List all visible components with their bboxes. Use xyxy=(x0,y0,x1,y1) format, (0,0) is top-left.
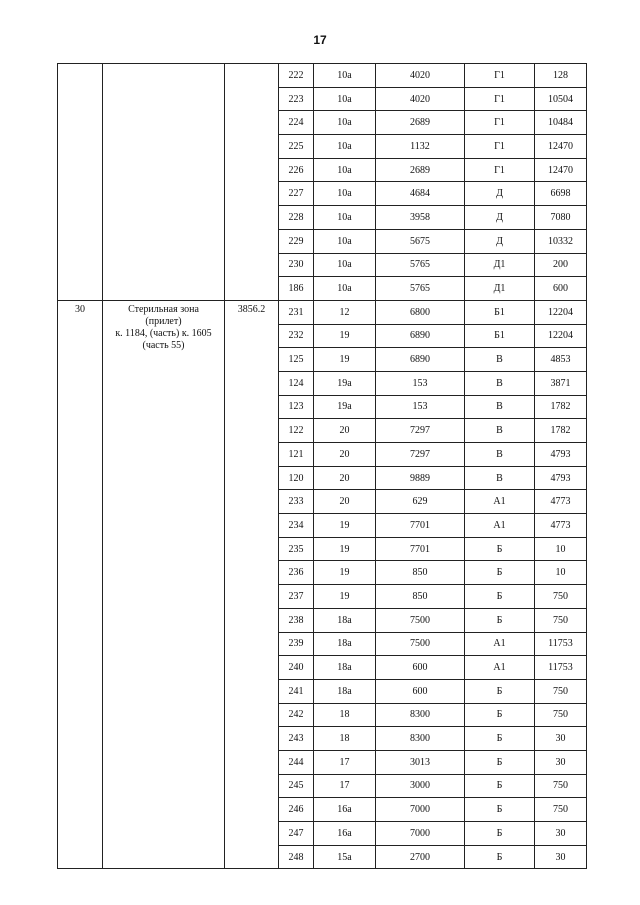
cell-point-number: 124 xyxy=(279,371,314,395)
cell-segment: 20 xyxy=(314,443,376,467)
cell-point-number: 239 xyxy=(279,632,314,656)
cell-zone: А1 xyxy=(465,490,535,514)
cell-point-number: 186 xyxy=(279,277,314,301)
cell-zone: В xyxy=(465,348,535,372)
cell-value: 750 xyxy=(535,585,587,609)
cell-distance: 2689 xyxy=(376,158,465,182)
cell-zone: Б xyxy=(465,703,535,727)
cell-zone: Б xyxy=(465,561,535,585)
cell-value: 3871 xyxy=(535,371,587,395)
cell-value: 30 xyxy=(535,750,587,774)
cell-zone: Д1 xyxy=(465,253,535,277)
cell-zone: А1 xyxy=(465,514,535,538)
cell-value: 750 xyxy=(535,608,587,632)
cell-distance: 6890 xyxy=(376,324,465,348)
cell-distance: 6800 xyxy=(376,300,465,324)
cell-point-number: 235 xyxy=(279,537,314,561)
table-row xyxy=(58,300,587,324)
cell-value: 10332 xyxy=(535,229,587,253)
cell-segment: 15а xyxy=(314,845,376,869)
cell-distance: 4020 xyxy=(376,87,465,111)
cell-point-number: 247 xyxy=(279,822,314,846)
cell-distance: 7000 xyxy=(376,822,465,846)
cell-distance: 7500 xyxy=(376,632,465,656)
cell-value: 11753 xyxy=(535,656,587,680)
cell-value: 30 xyxy=(535,822,587,846)
cell-value: 4853 xyxy=(535,348,587,372)
cell-segment: 19 xyxy=(314,537,376,561)
cell-value: 10 xyxy=(535,561,587,585)
cell-point-number: 233 xyxy=(279,490,314,514)
cell-distance: 1132 xyxy=(376,135,465,159)
cell-zone: Б xyxy=(465,822,535,846)
cell-segment: 19 xyxy=(314,348,376,372)
group-name xyxy=(103,64,225,301)
cell-point-number: 245 xyxy=(279,774,314,798)
cell-segment: 10а xyxy=(314,253,376,277)
cell-segment: 17 xyxy=(314,750,376,774)
group-number: 30 xyxy=(58,300,103,869)
cell-zone: Б1 xyxy=(465,300,535,324)
cell-distance: 7297 xyxy=(376,419,465,443)
cell-segment: 19 xyxy=(314,324,376,348)
cell-value: 750 xyxy=(535,774,587,798)
cell-zone: Д xyxy=(465,229,535,253)
cell-point-number: 234 xyxy=(279,514,314,538)
cell-value: 750 xyxy=(535,703,587,727)
cell-point-number: 231 xyxy=(279,300,314,324)
cell-value: 12204 xyxy=(535,300,587,324)
cell-value: 4793 xyxy=(535,466,587,490)
cell-distance: 153 xyxy=(376,395,465,419)
cell-zone: Б xyxy=(465,845,535,869)
cell-distance: 850 xyxy=(376,561,465,585)
cell-distance: 7500 xyxy=(376,608,465,632)
cell-zone: В xyxy=(465,419,535,443)
cell-point-number: 226 xyxy=(279,158,314,182)
cell-segment: 18а xyxy=(314,679,376,703)
cell-distance: 9889 xyxy=(376,466,465,490)
cell-zone: Д1 xyxy=(465,277,535,301)
cell-point-number: 244 xyxy=(279,750,314,774)
cell-distance: 8300 xyxy=(376,727,465,751)
cell-point-number: 238 xyxy=(279,608,314,632)
cell-point-number: 229 xyxy=(279,229,314,253)
cell-segment: 10а xyxy=(314,87,376,111)
cell-value: 6698 xyxy=(535,182,587,206)
cell-point-number: 121 xyxy=(279,443,314,467)
cell-distance: 7297 xyxy=(376,443,465,467)
cell-segment: 19а xyxy=(314,371,376,395)
cell-zone: В xyxy=(465,395,535,419)
cell-distance: 7701 xyxy=(376,537,465,561)
cell-point-number: 248 xyxy=(279,845,314,869)
cell-point-number: 230 xyxy=(279,253,314,277)
cell-zone: Г1 xyxy=(465,158,535,182)
coordinates-table xyxy=(57,63,587,869)
cell-distance: 5765 xyxy=(376,253,465,277)
cell-point-number: 232 xyxy=(279,324,314,348)
cell-distance: 629 xyxy=(376,490,465,514)
cell-distance: 5765 xyxy=(376,277,465,301)
cell-value: 10504 xyxy=(535,87,587,111)
cell-zone: Б xyxy=(465,679,535,703)
cell-segment: 17 xyxy=(314,774,376,798)
cell-point-number: 227 xyxy=(279,182,314,206)
cell-point-number: 223 xyxy=(279,87,314,111)
cell-point-number: 125 xyxy=(279,348,314,372)
cell-value: 4773 xyxy=(535,490,587,514)
cell-point-number: 122 xyxy=(279,419,314,443)
cell-segment: 18а xyxy=(314,656,376,680)
cell-value: 750 xyxy=(535,798,587,822)
cell-segment: 20 xyxy=(314,466,376,490)
cell-value: 1782 xyxy=(535,395,587,419)
cell-segment: 16а xyxy=(314,798,376,822)
cell-point-number: 236 xyxy=(279,561,314,585)
cell-zone: Б xyxy=(465,727,535,751)
group-name: Стерильная зона (прилет) к. 1184, (часть) к. 1605 (часть 55) xyxy=(103,300,225,869)
cell-point-number: 243 xyxy=(279,727,314,751)
cell-point-number: 246 xyxy=(279,798,314,822)
cell-distance: 7000 xyxy=(376,798,465,822)
cell-point-number: 237 xyxy=(279,585,314,609)
cell-distance: 5675 xyxy=(376,229,465,253)
cell-point-number: 240 xyxy=(279,656,314,680)
cell-value: 12470 xyxy=(535,135,587,159)
cell-zone: Б xyxy=(465,585,535,609)
cell-distance: 850 xyxy=(376,585,465,609)
table-row xyxy=(58,64,587,88)
cell-point-number: 123 xyxy=(279,395,314,419)
cell-zone: Д xyxy=(465,206,535,230)
page-number: 17 xyxy=(313,33,327,47)
cell-zone: Б xyxy=(465,774,535,798)
cell-zone: Б xyxy=(465,750,535,774)
cell-value: 1782 xyxy=(535,419,587,443)
cell-segment: 10а xyxy=(314,135,376,159)
cell-segment: 10а xyxy=(314,206,376,230)
cell-segment: 18 xyxy=(314,727,376,751)
cell-distance: 4020 xyxy=(376,64,465,88)
cell-point-number: 228 xyxy=(279,206,314,230)
cell-zone: Г1 xyxy=(465,111,535,135)
cell-segment: 10а xyxy=(314,158,376,182)
cell-segment: 19 xyxy=(314,514,376,538)
group-area xyxy=(225,64,279,301)
cell-distance: 6890 xyxy=(376,348,465,372)
cell-distance: 600 xyxy=(376,656,465,680)
cell-point-number: 241 xyxy=(279,679,314,703)
cell-point-number: 222 xyxy=(279,64,314,88)
cell-segment: 10а xyxy=(314,111,376,135)
cell-segment: 19 xyxy=(314,561,376,585)
cell-zone: Б1 xyxy=(465,324,535,348)
cell-value: 12470 xyxy=(535,158,587,182)
cell-value: 750 xyxy=(535,679,587,703)
cell-zone: Д xyxy=(465,182,535,206)
cell-segment: 20 xyxy=(314,490,376,514)
cell-value: 12204 xyxy=(535,324,587,348)
group-area: 3856.2 xyxy=(225,300,279,869)
cell-segment: 18а xyxy=(314,632,376,656)
cell-segment: 10а xyxy=(314,277,376,301)
cell-point-number: 242 xyxy=(279,703,314,727)
cell-value: 200 xyxy=(535,253,587,277)
cell-segment: 12 xyxy=(314,300,376,324)
cell-value: 30 xyxy=(535,727,587,751)
cell-point-number: 120 xyxy=(279,466,314,490)
cell-distance: 153 xyxy=(376,371,465,395)
cell-zone: Г1 xyxy=(465,64,535,88)
cell-value: 10 xyxy=(535,537,587,561)
cell-segment: 20 xyxy=(314,419,376,443)
cell-distance: 2689 xyxy=(376,111,465,135)
cell-distance: 3013 xyxy=(376,750,465,774)
group-number xyxy=(58,64,103,301)
cell-value: 30 xyxy=(535,845,587,869)
cell-point-number: 224 xyxy=(279,111,314,135)
cell-zone: В xyxy=(465,371,535,395)
cell-segment: 19 xyxy=(314,585,376,609)
cell-value: 4773 xyxy=(535,514,587,538)
cell-value: 128 xyxy=(535,64,587,88)
cell-zone: Б xyxy=(465,537,535,561)
cell-value: 10484 xyxy=(535,111,587,135)
cell-segment: 10а xyxy=(314,182,376,206)
cell-distance: 2700 xyxy=(376,845,465,869)
cell-zone: Б xyxy=(465,608,535,632)
cell-zone: В xyxy=(465,466,535,490)
cell-value: 11753 xyxy=(535,632,587,656)
cell-distance: 3958 xyxy=(376,206,465,230)
cell-point-number: 225 xyxy=(279,135,314,159)
cell-distance: 7701 xyxy=(376,514,465,538)
cell-zone: А1 xyxy=(465,656,535,680)
cell-zone: Г1 xyxy=(465,87,535,111)
cell-distance: 4684 xyxy=(376,182,465,206)
cell-distance: 3000 xyxy=(376,774,465,798)
cell-segment: 10а xyxy=(314,64,376,88)
cell-distance: 600 xyxy=(376,679,465,703)
cell-segment: 16а xyxy=(314,822,376,846)
cell-distance: 8300 xyxy=(376,703,465,727)
cell-value: 600 xyxy=(535,277,587,301)
cell-segment: 18 xyxy=(314,703,376,727)
table-body xyxy=(58,64,587,869)
cell-zone: А1 xyxy=(465,632,535,656)
cell-zone: Г1 xyxy=(465,135,535,159)
cell-segment: 10а xyxy=(314,229,376,253)
cell-zone: В xyxy=(465,443,535,467)
cell-value: 7080 xyxy=(535,206,587,230)
cell-segment: 18а xyxy=(314,608,376,632)
cell-value: 4793 xyxy=(535,443,587,467)
cell-zone: Б xyxy=(465,798,535,822)
cell-segment: 19а xyxy=(314,395,376,419)
